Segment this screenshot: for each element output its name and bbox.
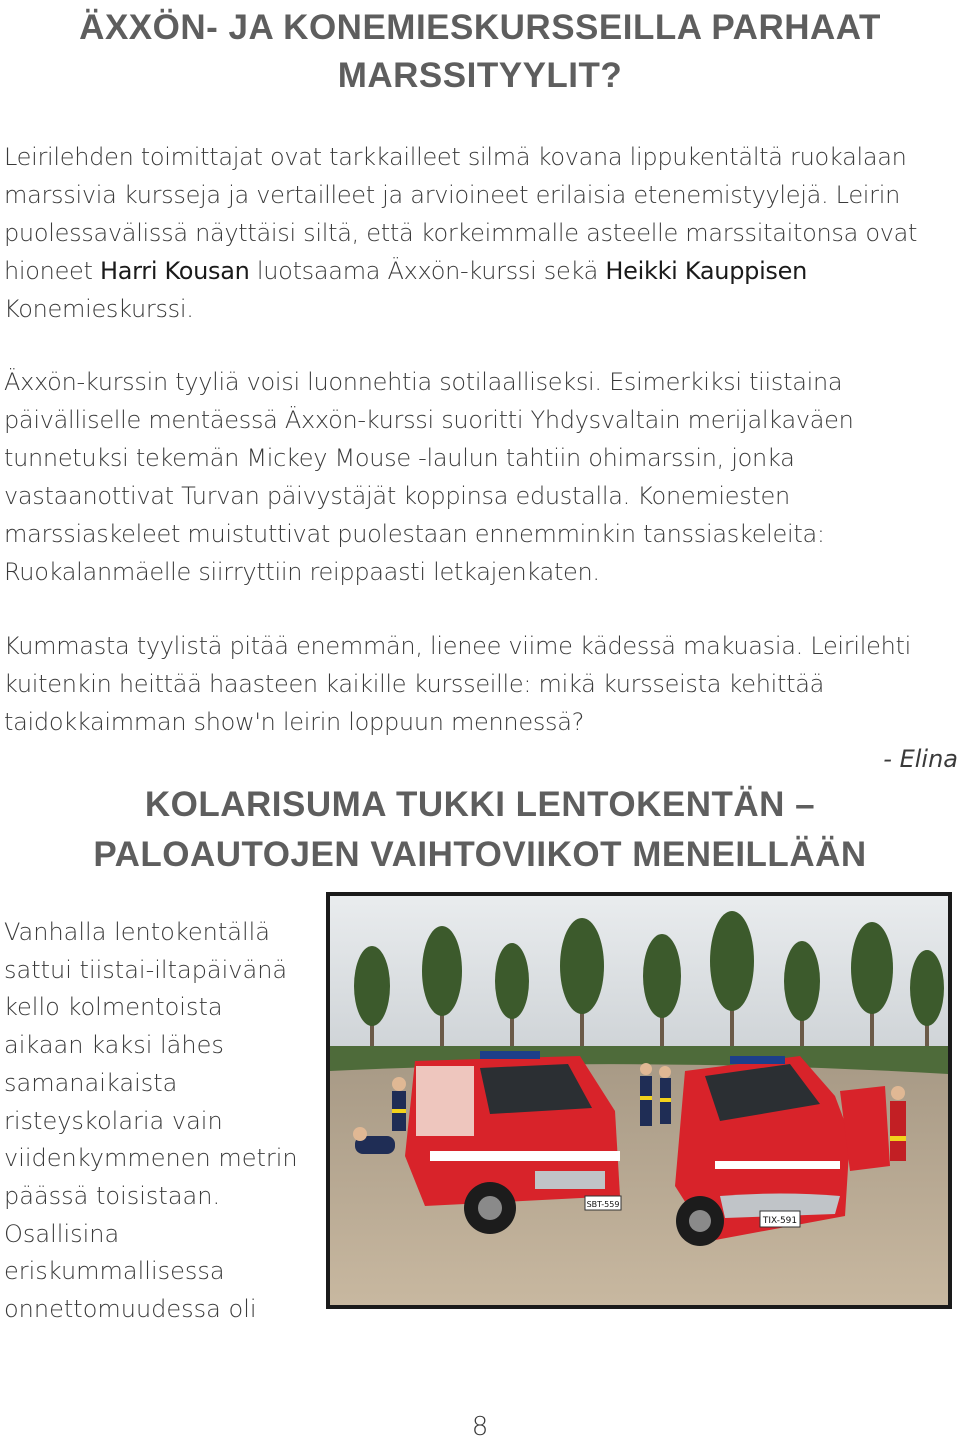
license-plate-left: SBT-559: [586, 1200, 620, 1209]
article-1-paragraph-3: Kummasta tyylistä pitää enemmän, lienee viime kädessä makuasia. Leirilehti kuitenkin heittää haasteen kaikille kursseille: mikä kursseista kehittää taidokkaimman show'n leirin loppuun mennessä?: [4, 632, 911, 736]
paragraph-text: Leirilehden toimittajat ovat tarkkailleet silmä kovana lippukentältä ruokalaan marssivia kursseja ja vertailleet ja arvioineet erilaisia etenemistyylejä. Leirin puolessavälissä näyttäisi siltä, että korkeimmalle asteelle marssitaitonsa ovat hioneet: [4, 143, 918, 285]
article-title-2-line2: PALOAUTOJEN VAIHTOVIIKOT MENEILLÄÄN: [93, 835, 867, 874]
person-name-harri-kousa: Harri Kousan: [99, 257, 250, 285]
license-plate-right: TIX-591: [762, 1216, 798, 1226]
article-2-column-text: Vanhalla lentokentällä sattui tiistai-iltapäivänä kello kolmentoista aikaan kaksi lähes samanaikaista risteyskolaria vain viidenkymmenen metrin päässä toisistaan. Osallisina eriskummallisessa onnettomuudessa oli: [4, 918, 298, 1324]
article-title-1: [0, 4, 960, 100]
article-1-paragraph-2: Äxxön-kurssin tyyliä voisi luonnehtia sotilaalliseksi. Esimerkiksi tiistaina päivälliselle mentäessä Äxxön-kurssi suoritti Yhdysvaltain merijalkaväen tunnetuksi tekemän Mickey Mouse -laulun tahtiin ohimarssin, jonka vastaanottivat Turvan päivystäjät koppinsa edustalla. Konemiesten marssiaskeleet muistuttivat puolestaan ennemminkin tanssiaskeleita: Ruokalanmäelle siirryttiin reippaasti letkajenkaten.: [4, 368, 854, 586]
photo-illustration: [330, 896, 948, 1305]
paragraph-text: luotsaama Äxxön-kurssi sekä: [249, 257, 606, 285]
person-name-heikki-kauppinen: Heikki Kauppisen: [605, 257, 808, 285]
article-title-1-line1: ÄXXÖN- JA KONEMIESKURSSEILLA PARHAAT: [79, 8, 881, 47]
article-title-2-line1: KOLARISUMA TUKKI LENTOKENTÄN –: [144, 785, 816, 824]
article-title-2: [0, 780, 960, 880]
article-1-paragraph-1: [4, 138, 958, 328]
article-title-1-line2: MARSSITYYLIT?: [337, 56, 623, 95]
fire-trucks-photo: [326, 892, 952, 1309]
paragraph-text: Konemieskurssi.: [4, 295, 194, 323]
page-number: 8: [471, 1412, 489, 1442]
author-signature: - Elina: [883, 745, 958, 773]
